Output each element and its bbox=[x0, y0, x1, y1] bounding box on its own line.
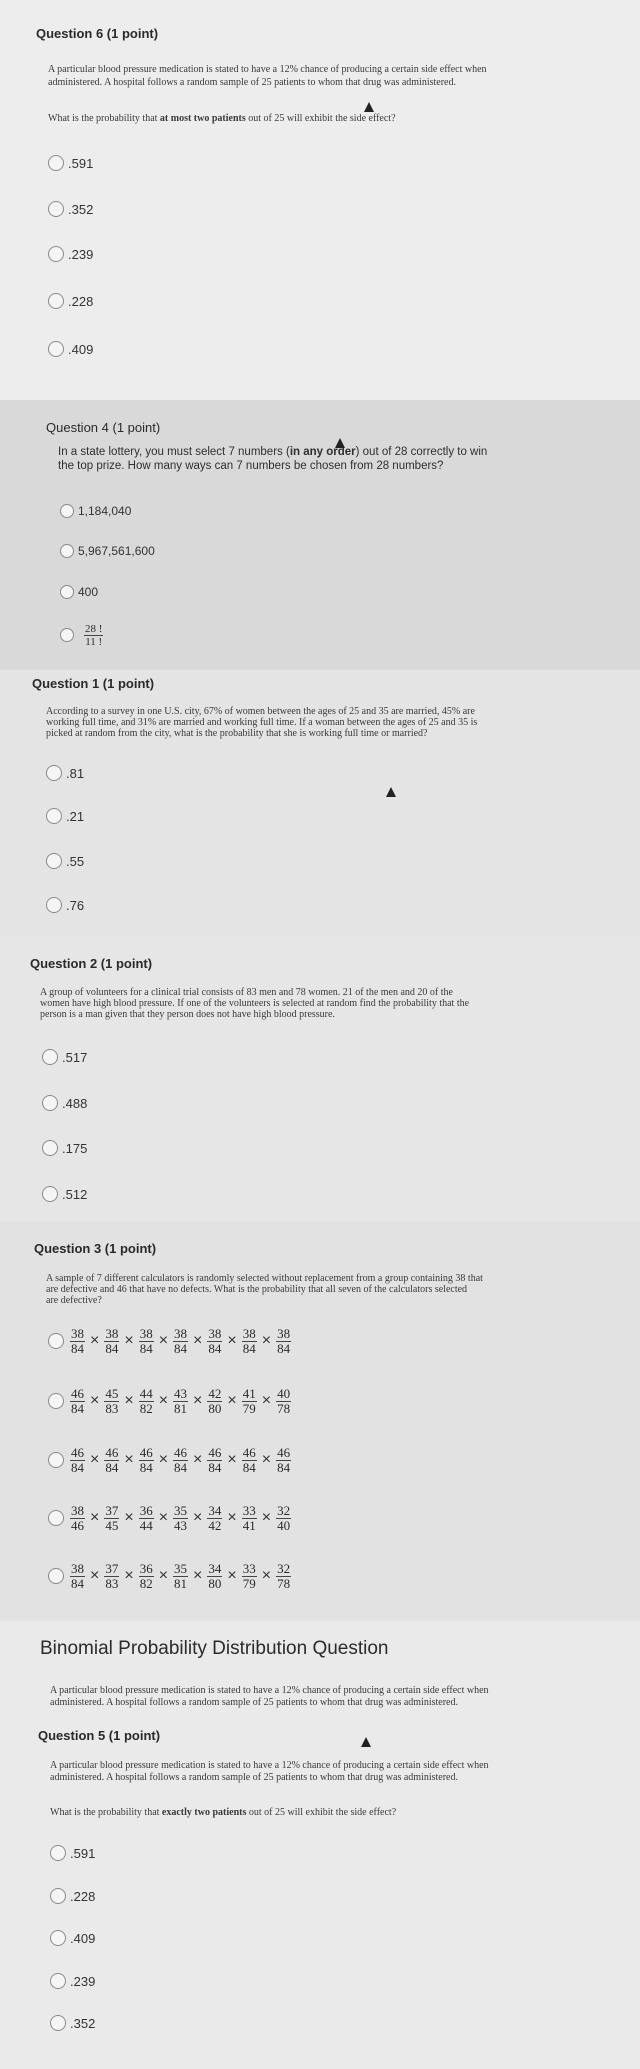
fraction-denominator: 78 bbox=[277, 1575, 291, 1591]
option-label: .228 bbox=[68, 293, 94, 309]
radio-button[interactable] bbox=[48, 1568, 64, 1584]
multiply-symbol: × bbox=[158, 1392, 169, 1409]
option-label: 5,967,561,600 bbox=[78, 544, 155, 558]
radio-button[interactable] bbox=[48, 1452, 64, 1468]
radio-button[interactable] bbox=[50, 1888, 66, 1904]
fraction-product bbox=[70, 1444, 291, 1475]
option-label: .591 bbox=[70, 1845, 96, 1861]
fraction-numerator: 43 bbox=[174, 1385, 188, 1401]
question-3-option-5[interactable] bbox=[48, 1561, 291, 1591]
fraction bbox=[173, 1560, 188, 1591]
radio-button[interactable] bbox=[42, 1049, 58, 1065]
mouse-cursor-icon bbox=[386, 787, 396, 797]
option-label: .228 bbox=[70, 1888, 96, 1904]
fraction bbox=[207, 1560, 222, 1591]
fraction bbox=[207, 1502, 222, 1533]
multiply-symbol: × bbox=[193, 1332, 203, 1349]
fraction-denominator: 84 bbox=[139, 1340, 153, 1356]
multiply-symbol: × bbox=[193, 1392, 203, 1409]
fraction-denominator: 84 bbox=[208, 1459, 222, 1475]
fraction-denominator: 84 bbox=[105, 1340, 119, 1356]
question-2-body-line-3: person is a man given that they person does not have high blood pressure. bbox=[40, 1009, 335, 1020]
mouse-cursor-icon bbox=[364, 102, 374, 112]
question-5-prompt-end: out of 25 will exhibit the side effect? bbox=[246, 1807, 397, 1818]
question-5-option-2[interactable] bbox=[50, 1885, 95, 1907]
option-label: .517 bbox=[62, 1049, 88, 1065]
fraction-numerator: 41 bbox=[242, 1385, 256, 1401]
option-label: .81 bbox=[66, 765, 85, 781]
radio-button[interactable] bbox=[42, 1095, 58, 1111]
fraction-denominator: 79 bbox=[242, 1400, 256, 1416]
question-3-option-4[interactable] bbox=[48, 1503, 291, 1533]
fraction-denominator: 40 bbox=[277, 1517, 291, 1533]
multiply-symbol: × bbox=[193, 1451, 203, 1468]
fraction-numerator: 46 bbox=[208, 1444, 222, 1460]
fraction bbox=[104, 1444, 119, 1475]
fraction-numerator: 42 bbox=[208, 1385, 222, 1401]
question-3-body-line-2: are defective and 46 that have no defects. What is the probability that all seven of the calculators selected bbox=[46, 1284, 468, 1295]
fraction-numerator: 45 bbox=[105, 1385, 119, 1401]
multiply-symbol: × bbox=[90, 1567, 100, 1584]
option-label: .175 bbox=[62, 1140, 88, 1156]
mouse-cursor-icon bbox=[361, 1737, 371, 1747]
fraction-denominator: 84 bbox=[174, 1340, 188, 1356]
question-2-title: Question 2 (1 point) bbox=[30, 956, 153, 971]
question-4-body-bold: in any order bbox=[289, 446, 356, 458]
question-1-option-1[interactable] bbox=[46, 762, 84, 784]
fraction-numerator: 28 ! bbox=[85, 622, 103, 635]
fraction bbox=[276, 1502, 291, 1533]
multiply-symbol: × bbox=[227, 1451, 237, 1468]
radio-button[interactable] bbox=[48, 155, 64, 171]
fraction-numerator: 46 bbox=[174, 1444, 188, 1460]
question-6-option-5[interactable] bbox=[48, 338, 93, 360]
fraction-denominator: 84 bbox=[71, 1459, 84, 1475]
fraction bbox=[207, 1385, 222, 1416]
fraction-numerator: 38 bbox=[105, 1325, 119, 1341]
question-4-option-1[interactable] bbox=[60, 500, 131, 522]
fraction bbox=[70, 1444, 85, 1475]
multiply-symbol: × bbox=[124, 1392, 134, 1409]
option-label: .352 bbox=[70, 2015, 96, 2031]
fraction-numerator: 35 bbox=[174, 1502, 188, 1518]
fraction-denominator: 84 bbox=[139, 1459, 153, 1475]
question-4-body-line-1 bbox=[58, 446, 487, 459]
fraction-numerator: 46 bbox=[71, 1444, 84, 1460]
fraction-denominator: 41 bbox=[242, 1517, 256, 1533]
question-6-prompt-end: out of 25 will exhibit the side effect? bbox=[245, 113, 396, 124]
fraction-denominator: 45 bbox=[105, 1517, 119, 1533]
question-5-option-1[interactable] bbox=[50, 1842, 95, 1864]
option-label: .488 bbox=[62, 1095, 88, 1111]
question-6-section bbox=[0, 0, 640, 400]
question-6-prompt-bold: at most two patients bbox=[159, 113, 246, 124]
fraction-denominator: 80 bbox=[208, 1575, 222, 1591]
fraction bbox=[276, 1385, 291, 1416]
fraction-denominator: 84 bbox=[242, 1340, 256, 1356]
option-label: .512 bbox=[62, 1186, 88, 1202]
fraction-product bbox=[70, 1325, 291, 1356]
multiply-symbol: × bbox=[227, 1567, 237, 1584]
multiply-symbol: × bbox=[158, 1567, 169, 1584]
question-6-body-line-2: administered. A hospital follows a random sample of 25 patients to whom that drug was administered. bbox=[48, 77, 456, 88]
fraction-numerator: 46 bbox=[139, 1444, 153, 1460]
multiply-symbol: × bbox=[227, 1392, 237, 1409]
question-4-body-start: In a state lottery, you must select 7 numbers ( bbox=[58, 446, 290, 458]
fraction-product bbox=[70, 1560, 291, 1591]
question-3-section bbox=[0, 1221, 640, 1621]
fraction bbox=[104, 1560, 119, 1591]
option-label: 1,184,040 bbox=[78, 504, 132, 518]
binomial-section bbox=[0, 1621, 640, 2069]
fraction-numerator: 35 bbox=[174, 1560, 188, 1576]
question-2-section bbox=[0, 935, 640, 1221]
fraction-numerator: 40 bbox=[277, 1385, 291, 1401]
option-label: .352 bbox=[68, 201, 94, 217]
fraction-denominator: 79 bbox=[242, 1575, 256, 1591]
multiply-symbol: × bbox=[227, 1509, 237, 1526]
binomial-intro-line-2: administered. A hospital follows a random sample of 25 patients to whom that drug was administered. bbox=[50, 1697, 458, 1708]
multiply-symbol: × bbox=[158, 1451, 169, 1468]
fraction-denominator: 78 bbox=[277, 1400, 291, 1416]
question-5-option-5[interactable] bbox=[50, 2012, 95, 2034]
fraction-denominator: 84 bbox=[242, 1459, 256, 1475]
multiply-symbol: × bbox=[124, 1451, 134, 1468]
question-2-option-4[interactable] bbox=[42, 1183, 87, 1205]
radio-button[interactable] bbox=[48, 246, 64, 262]
multiply-symbol: × bbox=[90, 1509, 100, 1526]
fraction-denominator: 82 bbox=[139, 1575, 153, 1591]
fraction-denominator: 84 bbox=[174, 1459, 188, 1475]
option-label: 400 bbox=[78, 585, 99, 599]
option-label: .21 bbox=[66, 808, 85, 824]
multiply-symbol: × bbox=[90, 1392, 100, 1409]
fraction bbox=[104, 1325, 119, 1356]
question-1-title: Question 1 (1 point) bbox=[32, 676, 155, 691]
fraction-denominator: 83 bbox=[105, 1575, 119, 1591]
fraction-denominator: 84 bbox=[71, 1340, 84, 1356]
question-6-option-1[interactable] bbox=[48, 152, 93, 174]
question-6-option-3[interactable] bbox=[48, 243, 93, 265]
fraction-product bbox=[70, 1385, 291, 1416]
multiply-symbol: × bbox=[261, 1509, 272, 1526]
radio-button[interactable] bbox=[46, 853, 62, 869]
radio-button[interactable] bbox=[48, 1333, 64, 1349]
fraction-denominator: 11 ! bbox=[85, 635, 103, 648]
question-4-option-2[interactable] bbox=[60, 540, 155, 562]
fraction-denominator: 81 bbox=[174, 1575, 188, 1591]
fraction-denominator: 43 bbox=[174, 1517, 188, 1533]
radio-button[interactable] bbox=[50, 2015, 66, 2031]
mouse-cursor-icon bbox=[335, 438, 345, 448]
fraction-denominator: 84 bbox=[71, 1575, 84, 1591]
question-5-option-4[interactable] bbox=[50, 1970, 95, 1992]
question-5-prompt-bold: exactly two patients bbox=[161, 1807, 247, 1818]
fraction-denominator: 84 bbox=[71, 1400, 84, 1416]
fraction bbox=[207, 1444, 222, 1475]
radio-button[interactable] bbox=[48, 341, 64, 357]
fraction bbox=[242, 1560, 257, 1591]
radio-button[interactable] bbox=[48, 201, 64, 217]
fraction bbox=[139, 1385, 154, 1416]
fraction-numerator: 38 bbox=[277, 1325, 291, 1341]
fraction bbox=[276, 1560, 291, 1591]
question-3-option-2[interactable] bbox=[48, 1386, 291, 1416]
question-5-option-3[interactable] bbox=[50, 1927, 95, 1949]
question-5-body-line-1: A particular blood pressure medication is stated to have a 12% chance of producing a certain side effect when bbox=[50, 1760, 489, 1771]
fraction bbox=[139, 1444, 154, 1475]
option-label: .239 bbox=[70, 1973, 96, 1989]
radio-button[interactable] bbox=[46, 765, 62, 781]
fraction bbox=[139, 1502, 154, 1533]
option-label: .409 bbox=[68, 341, 94, 357]
fraction-denominator: 84 bbox=[277, 1459, 291, 1475]
question-6-prompt-start: What is the probability that bbox=[48, 113, 160, 124]
fraction bbox=[139, 1560, 154, 1591]
multiply-symbol: × bbox=[193, 1567, 203, 1584]
binomial-heading: Binomial Probability Distribution Question bbox=[40, 1638, 389, 1659]
multiply-symbol: × bbox=[193, 1509, 203, 1526]
fraction bbox=[104, 1385, 119, 1416]
option-label: .55 bbox=[66, 853, 85, 869]
fraction bbox=[70, 1385, 85, 1416]
fraction-numerator: 38 bbox=[242, 1325, 256, 1341]
question-3-option-3[interactable] bbox=[48, 1445, 291, 1475]
fraction bbox=[139, 1325, 154, 1356]
radio-button[interactable] bbox=[50, 1973, 66, 1989]
fraction bbox=[242, 1444, 257, 1475]
fraction-numerator: 38 bbox=[139, 1325, 153, 1341]
fraction-numerator: 33 bbox=[242, 1502, 256, 1518]
fraction-denominator: 80 bbox=[208, 1400, 222, 1416]
fraction-denominator: 84 bbox=[277, 1340, 291, 1356]
fraction-numerator: 46 bbox=[242, 1444, 256, 1460]
fraction-numerator: 46 bbox=[71, 1385, 84, 1401]
question-5-prompt bbox=[50, 1807, 396, 1818]
fraction bbox=[173, 1502, 188, 1533]
fraction-numerator: 38 bbox=[208, 1325, 222, 1341]
multiply-symbol: × bbox=[261, 1392, 272, 1409]
question-1-body-line-1: According to a survey in one U.S. city, 67% of women between the ages of 25 and 35 are married, 45% are bbox=[46, 706, 475, 717]
radio-button[interactable] bbox=[60, 504, 74, 518]
question-2-option-2[interactable] bbox=[42, 1092, 87, 1114]
multiply-symbol: × bbox=[124, 1332, 134, 1349]
question-2-option-3[interactable] bbox=[42, 1137, 87, 1159]
fraction bbox=[104, 1502, 119, 1533]
radio-button[interactable] bbox=[60, 544, 74, 558]
fraction-denominator: 83 bbox=[105, 1400, 119, 1416]
fraction-denominator: 46 bbox=[71, 1517, 84, 1533]
question-1-option-4[interactable] bbox=[46, 894, 84, 916]
fraction-numerator: 38 bbox=[174, 1325, 188, 1341]
question-4-body-end: ) out of 28 correctly to win bbox=[355, 446, 488, 458]
question-3-body-line-1: A sample of 7 different calculators is randomly selected without replacement from a group containing 38 that bbox=[46, 1273, 483, 1284]
fraction-denominator: 82 bbox=[139, 1400, 153, 1416]
fraction-numerator: 46 bbox=[277, 1444, 291, 1460]
option-label: .591 bbox=[68, 155, 94, 171]
fraction bbox=[173, 1385, 188, 1416]
question-2-body-line-2: women have high blood pressure. If one of the volunteers is selected at random find the probability that the bbox=[40, 998, 470, 1009]
radio-button[interactable] bbox=[42, 1140, 58, 1156]
question-1-option-3[interactable] bbox=[46, 850, 84, 872]
question-4-option-3[interactable] bbox=[60, 581, 98, 603]
fraction-numerator: 36 bbox=[139, 1560, 153, 1576]
question-5-title: Question 5 (1 point) bbox=[38, 1728, 161, 1743]
fraction-denominator: 42 bbox=[208, 1517, 222, 1533]
fraction bbox=[173, 1444, 188, 1475]
multiply-symbol: × bbox=[261, 1332, 272, 1349]
question-5-prompt-start: What is the probability that bbox=[50, 1807, 162, 1818]
factorial-fraction bbox=[84, 624, 103, 647]
fraction-numerator: 32 bbox=[277, 1502, 291, 1518]
fraction-numerator: 32 bbox=[277, 1560, 291, 1576]
fraction bbox=[276, 1444, 291, 1475]
radio-button[interactable] bbox=[50, 1845, 66, 1861]
multiply-symbol: × bbox=[90, 1332, 100, 1349]
radio-button[interactable] bbox=[46, 808, 62, 824]
question-4-section bbox=[0, 400, 640, 670]
question-1-body-line-3: picked at random from the city, what is the probability that she is working full time or married? bbox=[46, 728, 428, 739]
question-6-title: Question 6 (1 point) bbox=[36, 26, 159, 41]
question-3-title: Question 3 (1 point) bbox=[34, 1241, 157, 1256]
multiply-symbol: × bbox=[261, 1567, 272, 1584]
fraction-numerator: 44 bbox=[139, 1385, 153, 1401]
question-3-body-line-3: are defective? bbox=[46, 1295, 102, 1306]
question-5-body-line-2: administered. A hospital follows a random sample of 25 patients to whom that drug was administered. bbox=[50, 1772, 458, 1783]
fraction bbox=[276, 1325, 291, 1356]
multiply-symbol: × bbox=[158, 1509, 169, 1526]
question-6-option-2[interactable] bbox=[48, 198, 93, 220]
fraction-numerator: 33 bbox=[242, 1560, 256, 1576]
fraction bbox=[242, 1502, 257, 1533]
question-1-option-2[interactable] bbox=[46, 805, 84, 827]
multiply-symbol: × bbox=[261, 1451, 272, 1468]
fraction-denominator: 84 bbox=[208, 1340, 222, 1356]
fraction-numerator: 38 bbox=[71, 1560, 84, 1576]
fraction-denominator: 81 bbox=[174, 1400, 188, 1416]
radio-button[interactable] bbox=[60, 585, 74, 599]
question-1-body-line-2: working full time, and 31% are married and working full time. If a woman between the ages of 25 and 35 is bbox=[46, 717, 478, 728]
fraction bbox=[173, 1325, 188, 1356]
fraction-numerator: 37 bbox=[105, 1502, 119, 1518]
fraction-numerator: 34 bbox=[208, 1560, 222, 1576]
fraction-numerator: 36 bbox=[139, 1502, 153, 1518]
question-6-body-line-1: A particular blood pressure medication is stated to have a 12% chance of producing a certain side effect when bbox=[48, 64, 487, 75]
option-label: .239 bbox=[68, 246, 94, 262]
multiply-symbol: × bbox=[124, 1509, 134, 1526]
fraction bbox=[70, 1502, 85, 1533]
fraction-numerator: 38 bbox=[71, 1502, 84, 1518]
question-2-option-1[interactable] bbox=[42, 1046, 87, 1068]
question-1-section bbox=[0, 670, 640, 935]
radio-button[interactable] bbox=[60, 628, 74, 642]
multiply-symbol: × bbox=[227, 1332, 237, 1349]
radio-button[interactable] bbox=[42, 1186, 58, 1202]
option-label: .409 bbox=[70, 1930, 96, 1946]
radio-button[interactable] bbox=[50, 1930, 66, 1946]
radio-button[interactable] bbox=[48, 1510, 64, 1526]
radio-button[interactable] bbox=[48, 293, 64, 309]
fraction bbox=[242, 1325, 257, 1356]
question-4-title: Question 4 (1 point) bbox=[46, 420, 161, 435]
radio-button[interactable] bbox=[46, 897, 62, 913]
radio-button[interactable] bbox=[48, 1393, 64, 1409]
question-4-body-line-2: the top prize. How many ways can 7 numbers be chosen from 28 numbers? bbox=[58, 460, 444, 472]
fraction-numerator: 38 bbox=[71, 1325, 84, 1341]
fraction-numerator: 46 bbox=[105, 1444, 119, 1460]
binomial-intro-line-1: A particular blood pressure medication is stated to have a 12% chance of producing a certain side effect when bbox=[50, 1685, 489, 1696]
question-2-body-line-1: A group of volunteers for a clinical trial consists of 83 men and 78 women. 21 of the men and 20 of the bbox=[40, 987, 453, 998]
multiply-symbol: × bbox=[90, 1451, 100, 1468]
multiply-symbol: × bbox=[158, 1332, 169, 1349]
fraction bbox=[70, 1560, 85, 1591]
fraction bbox=[242, 1385, 257, 1416]
multiply-symbol: × bbox=[124, 1567, 134, 1584]
question-6-prompt bbox=[48, 113, 396, 124]
option-label: .76 bbox=[66, 897, 85, 913]
question-6-option-4[interactable] bbox=[48, 290, 93, 312]
question-4-option-4[interactable] bbox=[60, 622, 103, 648]
fraction-denominator: 44 bbox=[139, 1517, 153, 1533]
question-3-option-1[interactable] bbox=[48, 1326, 291, 1356]
fraction bbox=[70, 1325, 85, 1356]
fraction-product bbox=[70, 1502, 291, 1533]
fraction-numerator: 37 bbox=[105, 1560, 119, 1576]
fraction bbox=[207, 1325, 222, 1356]
fraction-numerator: 34 bbox=[208, 1502, 222, 1518]
fraction-denominator: 84 bbox=[105, 1459, 119, 1475]
